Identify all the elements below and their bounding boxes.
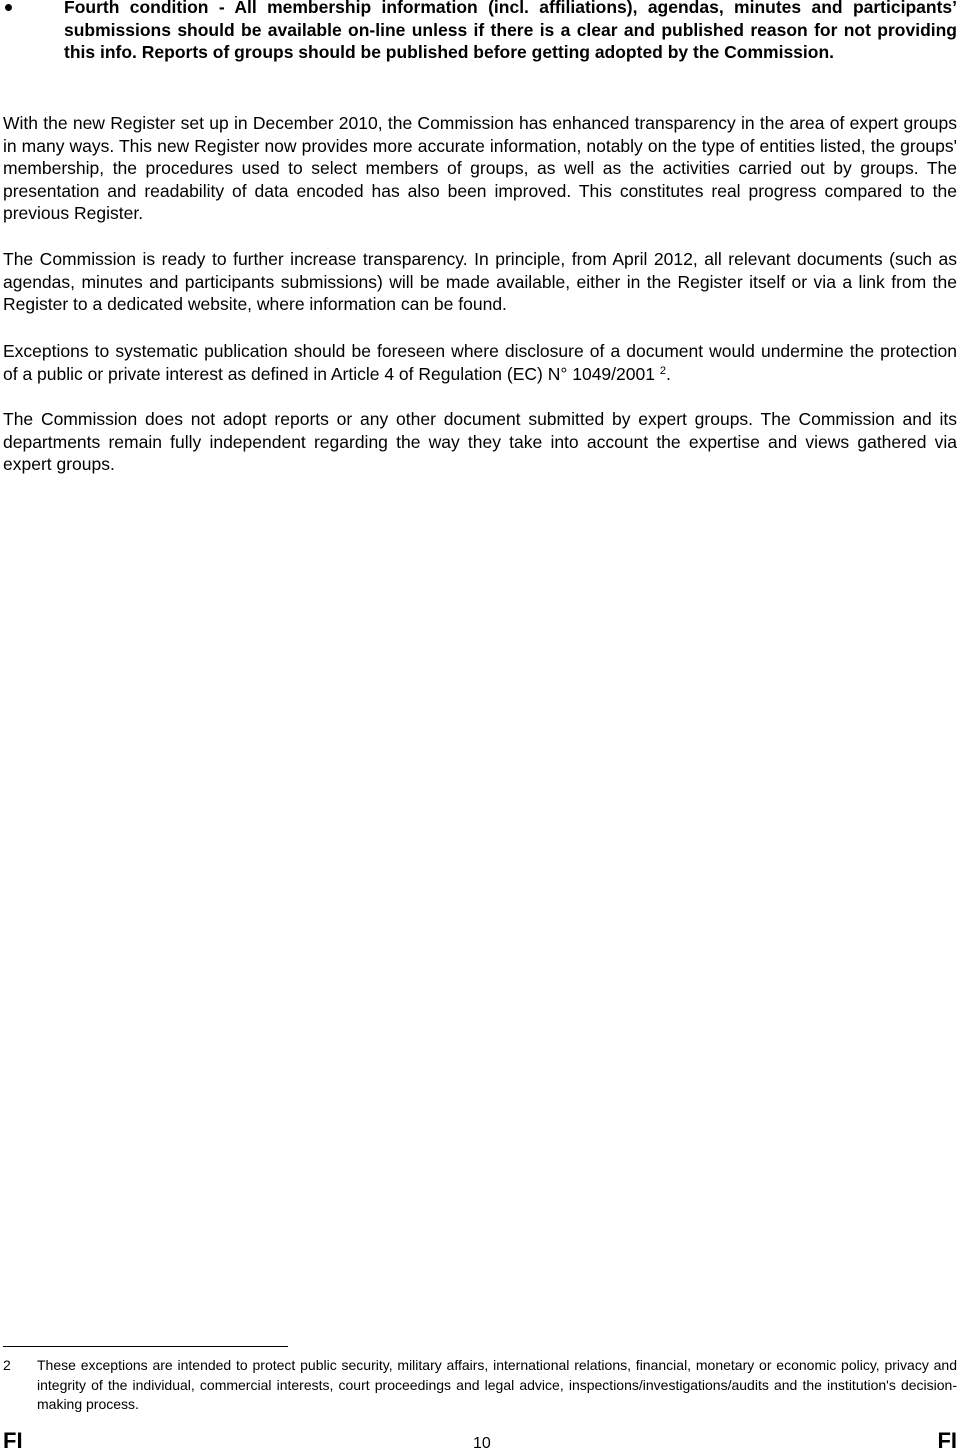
paragraph-exceptions-period: . xyxy=(665,363,671,384)
paragraph-exceptions xyxy=(3,340,957,385)
paragraph-transparency: The Commission is ready to further increase transparency. In principle, from April 2012, all relevant documents (such as agendas, minutes and participants submissions) will be made available, either in the Register itself or via a link from the Register to a dedicated website, where information can be found. xyxy=(3,249,957,315)
paragraph-exceptions-text: Exceptions to systematic publication should be foreseen where disclosure of a document would undermine the protection of a public or private interest as defined in Article 4 of Regulation (EC) N° 1049/2001 xyxy=(3,341,957,384)
footer-language-right: FI xyxy=(937,1428,957,1453)
footnote-text: These exceptions are intended to protect public security, military affairs, international relations, financial, monetary or economic policy, privacy and integrity of the individual, commercial interests, court proceedings and legal advice, inspections/investigations/audits and the institution's decision-making process. xyxy=(37,1357,957,1412)
paragraph-independence: The Commission does not adopt reports or any other document submitted by expert groups. The Commission and its departments remain fully independent regarding the way they take into account the expertise and views gathered via expert groups. xyxy=(3,409,957,475)
footer-language-left: FI xyxy=(3,1428,23,1453)
paragraph-register: With the new Register set up in December 2010, the Commission has enhanced transparency in the area of expert groups in many ways. This new Register now provides more accurate information, notably on the type of entities listed, the groups' membership, the procedures used to select members of groups, as well as the activities carried out by groups. The presentation and readability of data encoded has also been improved. This constitutes real progress compared to the previous Register. xyxy=(3,113,957,224)
bullet-text: Fourth condition - All membership information (incl. affiliations), agendas, minutes and participants’ submissions should be available on-line unless if there is a clear and published reason for not providing this info. Reports of groups should be published before getting adopted by the Commission. xyxy=(64,0,957,62)
footnote-number: 2 xyxy=(3,1357,11,1373)
footnote-separator xyxy=(3,1346,288,1347)
footnote xyxy=(3,1356,957,1415)
bullet-icon xyxy=(5,4,12,11)
bullet-item xyxy=(3,0,957,64)
page-number: 10 xyxy=(473,1435,491,1452)
page-footer xyxy=(3,1428,957,1455)
footnote-reference: 2 xyxy=(659,364,666,377)
